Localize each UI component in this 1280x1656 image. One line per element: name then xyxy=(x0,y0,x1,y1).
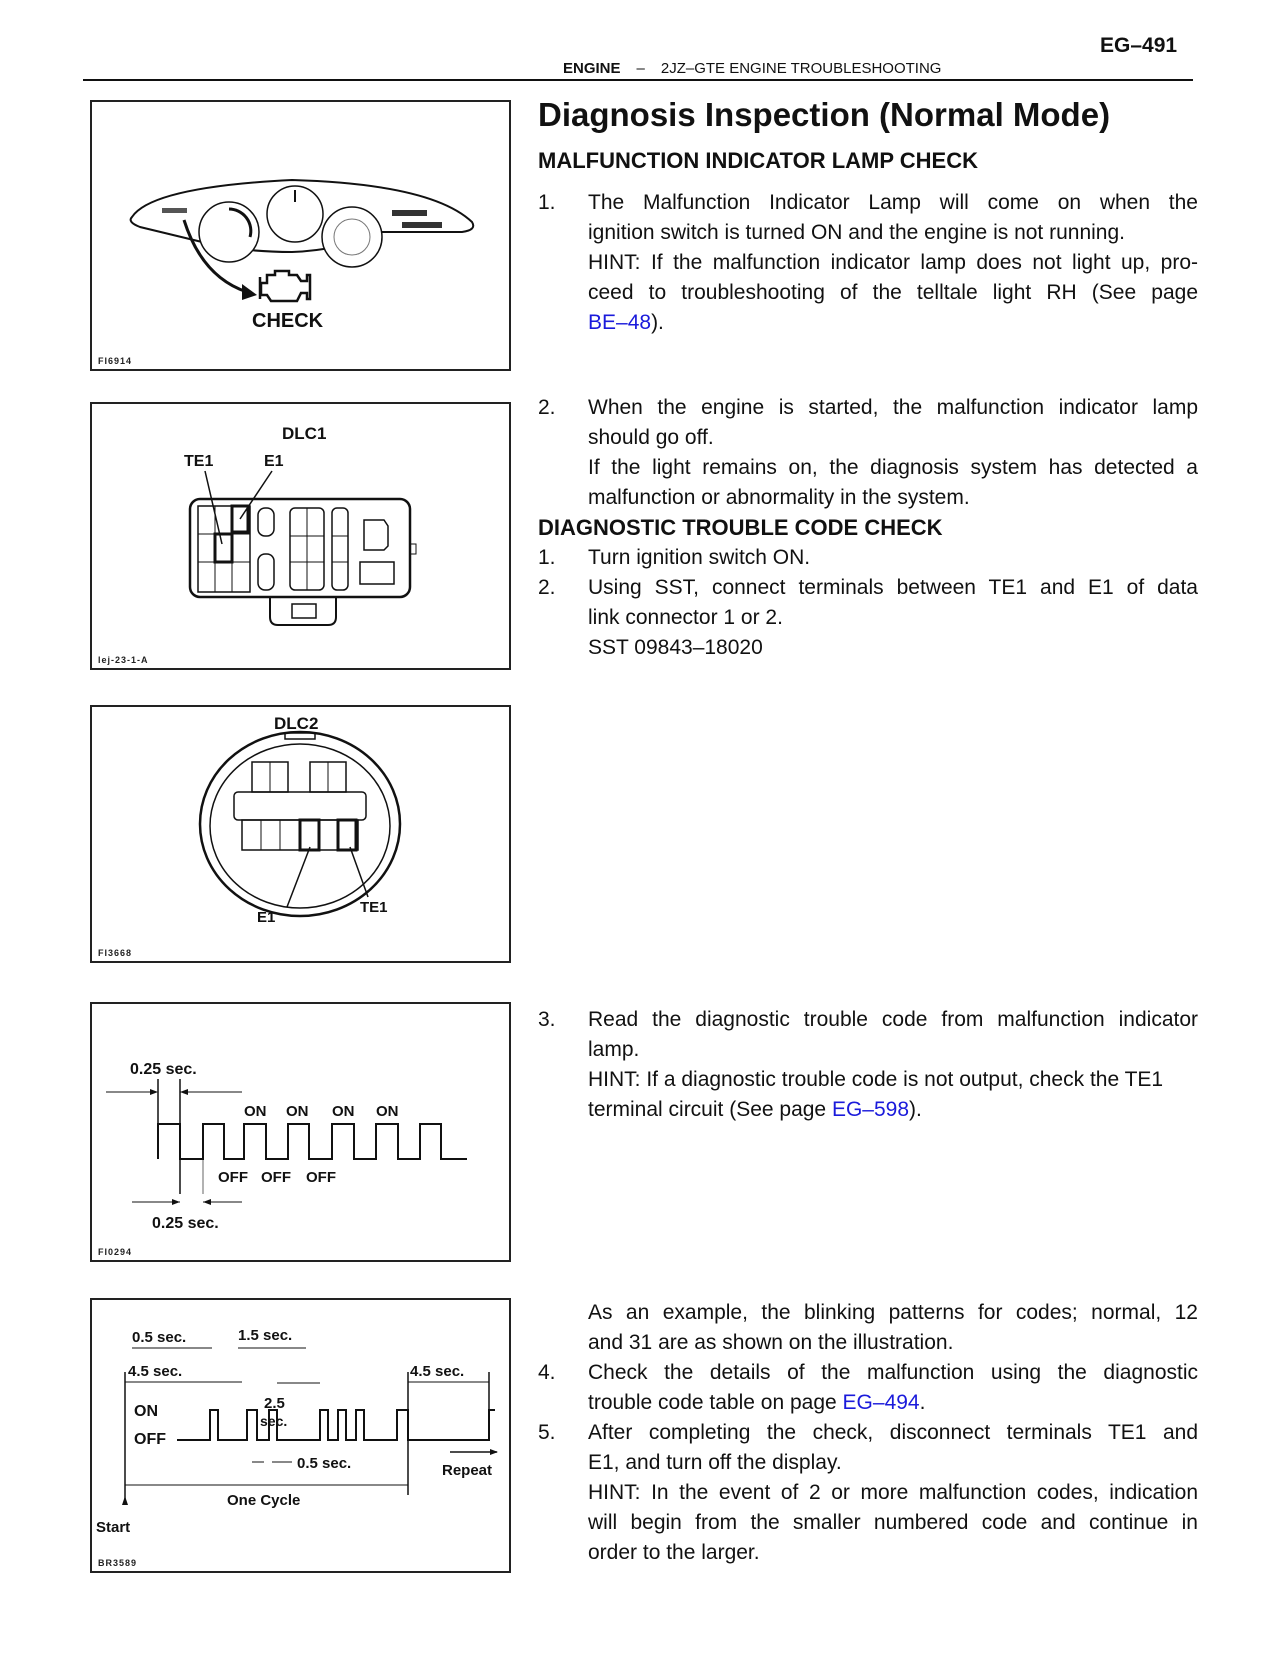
step-line: malfunction or abnormality in the system. xyxy=(588,486,970,509)
step-line: and 31 are as shown on the illustration. xyxy=(588,1331,954,1354)
separator: – xyxy=(636,60,645,77)
step-line: HINT: In the event of 2 or more malfunction codes, indication xyxy=(588,1481,1198,1504)
te1-label: TE1 xyxy=(184,453,214,470)
mil-check-heading: MALFUNCTION INDICATOR LAMP CHECK xyxy=(538,148,978,173)
dim-2-5: 2.5 xyxy=(264,1395,285,1412)
page-link-eg598[interactable]: EG–598 xyxy=(831,1098,910,1121)
subsection-name: 2JZ–GTE ENGINE TROUBLESHOOTING xyxy=(660,60,942,77)
step-line: ignition switch is turned ON and the engine is not running. xyxy=(588,221,1125,244)
dim-1-5-sec: 1.5 sec. xyxy=(238,1327,293,1344)
on-label: ON xyxy=(376,1103,399,1120)
link-suffix: . xyxy=(919,1391,926,1414)
dtc-example-note xyxy=(538,1298,1198,1358)
figure-dlc2 xyxy=(90,705,511,963)
step-line: If the light remains on, the diagnosis system has detected a xyxy=(588,456,1198,479)
step-line: should go off. xyxy=(588,426,714,449)
step-line: After completing the check, disconnect terminals TE1 and xyxy=(588,1421,1198,1444)
link-suffix: ). xyxy=(651,311,664,334)
step-line: When the engine is started, the malfunction indicator lamp xyxy=(588,396,1198,419)
step-number: 2. xyxy=(538,576,556,599)
page-title: Diagnosis Inspection (Normal Mode) xyxy=(538,96,1111,133)
figure-dlc1 xyxy=(90,402,511,670)
on-label: ON xyxy=(134,1403,158,1420)
step-line: E1, and turn off the display. xyxy=(588,1451,842,1474)
repeat-label: Repeat xyxy=(442,1462,493,1479)
normal-code-waveform xyxy=(92,1004,509,1260)
figure-caption: BR3589 xyxy=(98,1558,138,1568)
link-suffix: ). xyxy=(909,1098,922,1121)
step-number: 4. xyxy=(538,1361,556,1384)
on-label: ON xyxy=(244,1103,267,1120)
step-number: 2. xyxy=(538,396,556,419)
off-label: OFF xyxy=(261,1169,291,1186)
step-line: Read the diagnostic trouble code from malfunction indicator xyxy=(588,1008,1198,1031)
page-link-eg494[interactable]: EG–494 xyxy=(842,1391,920,1414)
step-line: trouble code table on page xyxy=(588,1391,843,1414)
figure-code-blink-pattern xyxy=(90,1298,511,1573)
step-number: 1. xyxy=(538,546,556,569)
figure-caption: FI3668 xyxy=(98,948,133,958)
start-label: Start xyxy=(96,1519,131,1536)
step-line: lamp. xyxy=(588,1038,640,1061)
step-line: order to the larger. xyxy=(588,1541,760,1564)
dtc-step-1 xyxy=(538,543,1198,573)
step-line: link connector 1 or 2. xyxy=(588,606,783,629)
dim-0-5-sec: 0.5 sec. xyxy=(132,1329,187,1346)
dim-4-5-sec-start: 4.5 sec. xyxy=(128,1363,183,1380)
figure-caption: FI6914 xyxy=(98,356,133,366)
step-line: HINT: If a diagnostic trouble code is not output, check the TE1 xyxy=(588,1068,1164,1091)
step-line: will begin from the smaller numbered code and continue in xyxy=(588,1511,1198,1534)
bottom-dimension-label: 0.25 sec. xyxy=(152,1215,219,1232)
figure-instrument-cluster xyxy=(90,100,511,371)
dim-2-5-sec: sec. xyxy=(260,1413,288,1429)
e1-label: E1 xyxy=(264,453,284,470)
dtc-steps-4-5-block xyxy=(538,1298,1198,1568)
step-line: Check the details of the malfunction using the diagnostic xyxy=(588,1361,1198,1384)
header-rule xyxy=(83,79,1193,81)
mil-step-1 xyxy=(538,188,1198,338)
dtc-check-heading: DIAGNOSTIC TROUBLE CODE CHECK xyxy=(538,515,943,540)
dlc2-connector-illustration xyxy=(92,707,509,961)
te1-label: TE1 xyxy=(360,899,388,916)
step-line: Turn ignition switch ON. xyxy=(588,546,811,569)
mil-step-2 xyxy=(538,393,1198,513)
step-number: 3. xyxy=(538,1008,556,1031)
dim-0-5-sec-gap: 0.5 sec. xyxy=(297,1455,352,1472)
dlc2-label: DLC2 xyxy=(274,714,319,733)
step-line: Using SST, connect terminals between TE1 and E1 of data xyxy=(588,576,1198,599)
dlc1-connector-illustration xyxy=(92,404,509,668)
step-line: The Malfunction Indicator Lamp will come on when the xyxy=(588,191,1198,214)
step-line: HINT: If the malfunction indicator lamp does not light up, pro- xyxy=(588,251,1198,274)
instrument-cluster-illustration xyxy=(92,102,509,369)
step-number: 5. xyxy=(538,1421,556,1444)
e1-label: E1 xyxy=(257,909,276,926)
dtc-step-3-block xyxy=(538,1005,1198,1125)
running-head xyxy=(563,60,941,77)
on-label: ON xyxy=(286,1103,309,1120)
step-line: terminal circuit (See page xyxy=(588,1098,832,1121)
dtc-step-2 xyxy=(538,573,1198,663)
dtc-step-4 xyxy=(538,1358,1198,1418)
off-label: OFF xyxy=(306,1169,336,1186)
off-label: OFF xyxy=(134,1431,166,1448)
page-number: EG–491 xyxy=(1100,34,1178,57)
step-number: 1. xyxy=(538,191,556,214)
step-line: ceed to troubleshooting of the telltale light RH (See page xyxy=(588,281,1198,304)
dtc-step-5 xyxy=(538,1418,1198,1568)
mil-step-2-block xyxy=(538,393,1198,663)
section-name: ENGINE xyxy=(563,60,621,77)
top-dimension-label: 0.25 sec. xyxy=(130,1061,197,1078)
sst-part-number: SST 09843–18020 xyxy=(588,636,763,659)
one-cycle-label: One Cycle xyxy=(227,1492,301,1509)
step-line: As an example, the blinking patterns for codes; normal, 12 xyxy=(588,1301,1198,1324)
dim-4-5-sec-end: 4.5 sec. xyxy=(410,1363,465,1380)
off-label: OFF xyxy=(218,1169,248,1186)
figure-caption: lej-23-1-A xyxy=(98,655,149,665)
dtc-step-3 xyxy=(538,1005,1198,1125)
code-blink-waveform xyxy=(92,1300,509,1571)
mil-check-section xyxy=(538,146,1198,338)
figure-normal-code-pattern xyxy=(90,1002,511,1262)
on-label: ON xyxy=(332,1103,355,1120)
figure-caption: FI0294 xyxy=(98,1247,133,1257)
check-label: CHECK xyxy=(252,310,324,332)
dlc1-label: DLC1 xyxy=(282,424,327,443)
page-link-be48[interactable]: BE–48 xyxy=(588,311,652,334)
